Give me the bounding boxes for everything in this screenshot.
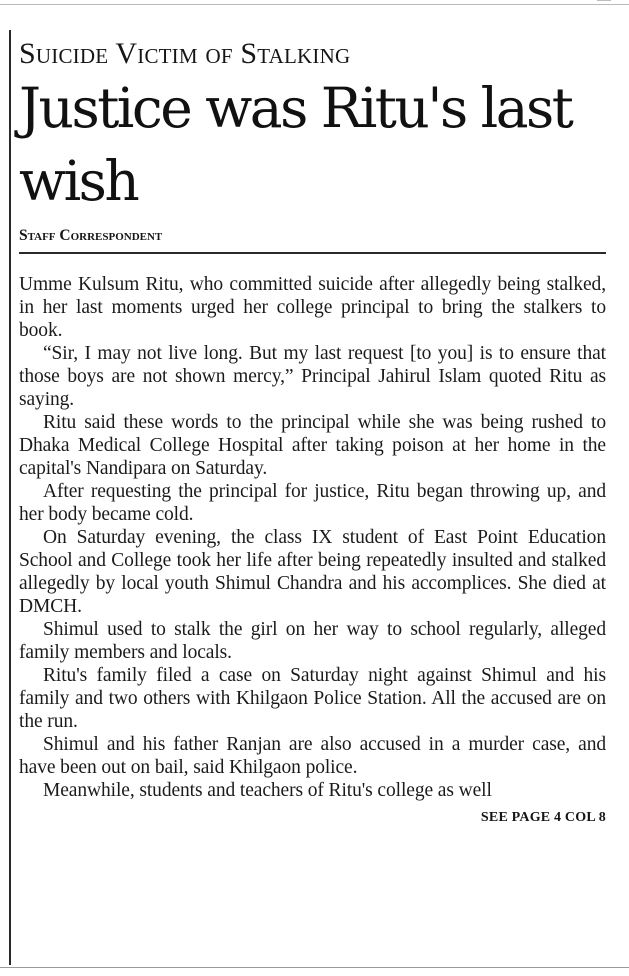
article-paragraph: On Saturday evening, the class IX student of East Point Education School and College took her life after being repeatedly insulted and stalked allegedly by local youth Shimul Chandra and his accomplices. She died at DMCH. (19, 527, 606, 617)
article-kicker: Suicide Victim of Stalking (19, 37, 351, 70)
article (19, 30, 606, 826)
article-paragraph: Meanwhile, students and teachers of Ritu's college as well (43, 780, 492, 801)
byline-divider (19, 252, 606, 254)
article-paragraph: “Sir, I may not live long. But my last request [to you] is to ensure that those boys are not shown mercy,” Principal Jahirul Islam quoted Ritu as saying. (19, 343, 606, 410)
article-paragraph: Shimul and his father Ranjan are also accused in a murder case, and have been out on bail, said Khilgaon police. (19, 734, 606, 778)
article-headline: Justice was Ritu's last wish (19, 76, 572, 213)
column-left-rule (9, 30, 11, 965)
article-paragraph: Umme Kulsum Ritu, who committed suicide after allegedly being stalked, in her last moments urged her college principal to bring the stalkers to book. (19, 274, 606, 341)
article-paragraph: Ritu's family filed a case on Saturday night against Shimul and his family and two others with Khilgaon Police Station. All the accused are on the run. (19, 665, 606, 732)
article-paragraph: Shimul used to stalk the girl on her way to school regularly, alleged family members and locals. (19, 619, 606, 663)
top-rule (0, 4, 629, 5)
article-body (19, 273, 606, 802)
article-paragraph: Ritu said these words to the principal while she was being rushed to Dhaka Medical College Hospital after taking poison at her home in the capital's Nandipara on Saturday. (19, 412, 606, 479)
article-byline: Staff Correspondent (19, 227, 163, 244)
article-paragraph: After requesting the principal for justice, Ritu began throwing up, and her body became cold. (19, 481, 606, 525)
continued-jump-line[interactable]: SEE PAGE 4 COL 8 (480, 810, 606, 825)
bottom-rule (0, 967, 629, 968)
top-corner-mark (597, 0, 611, 5)
